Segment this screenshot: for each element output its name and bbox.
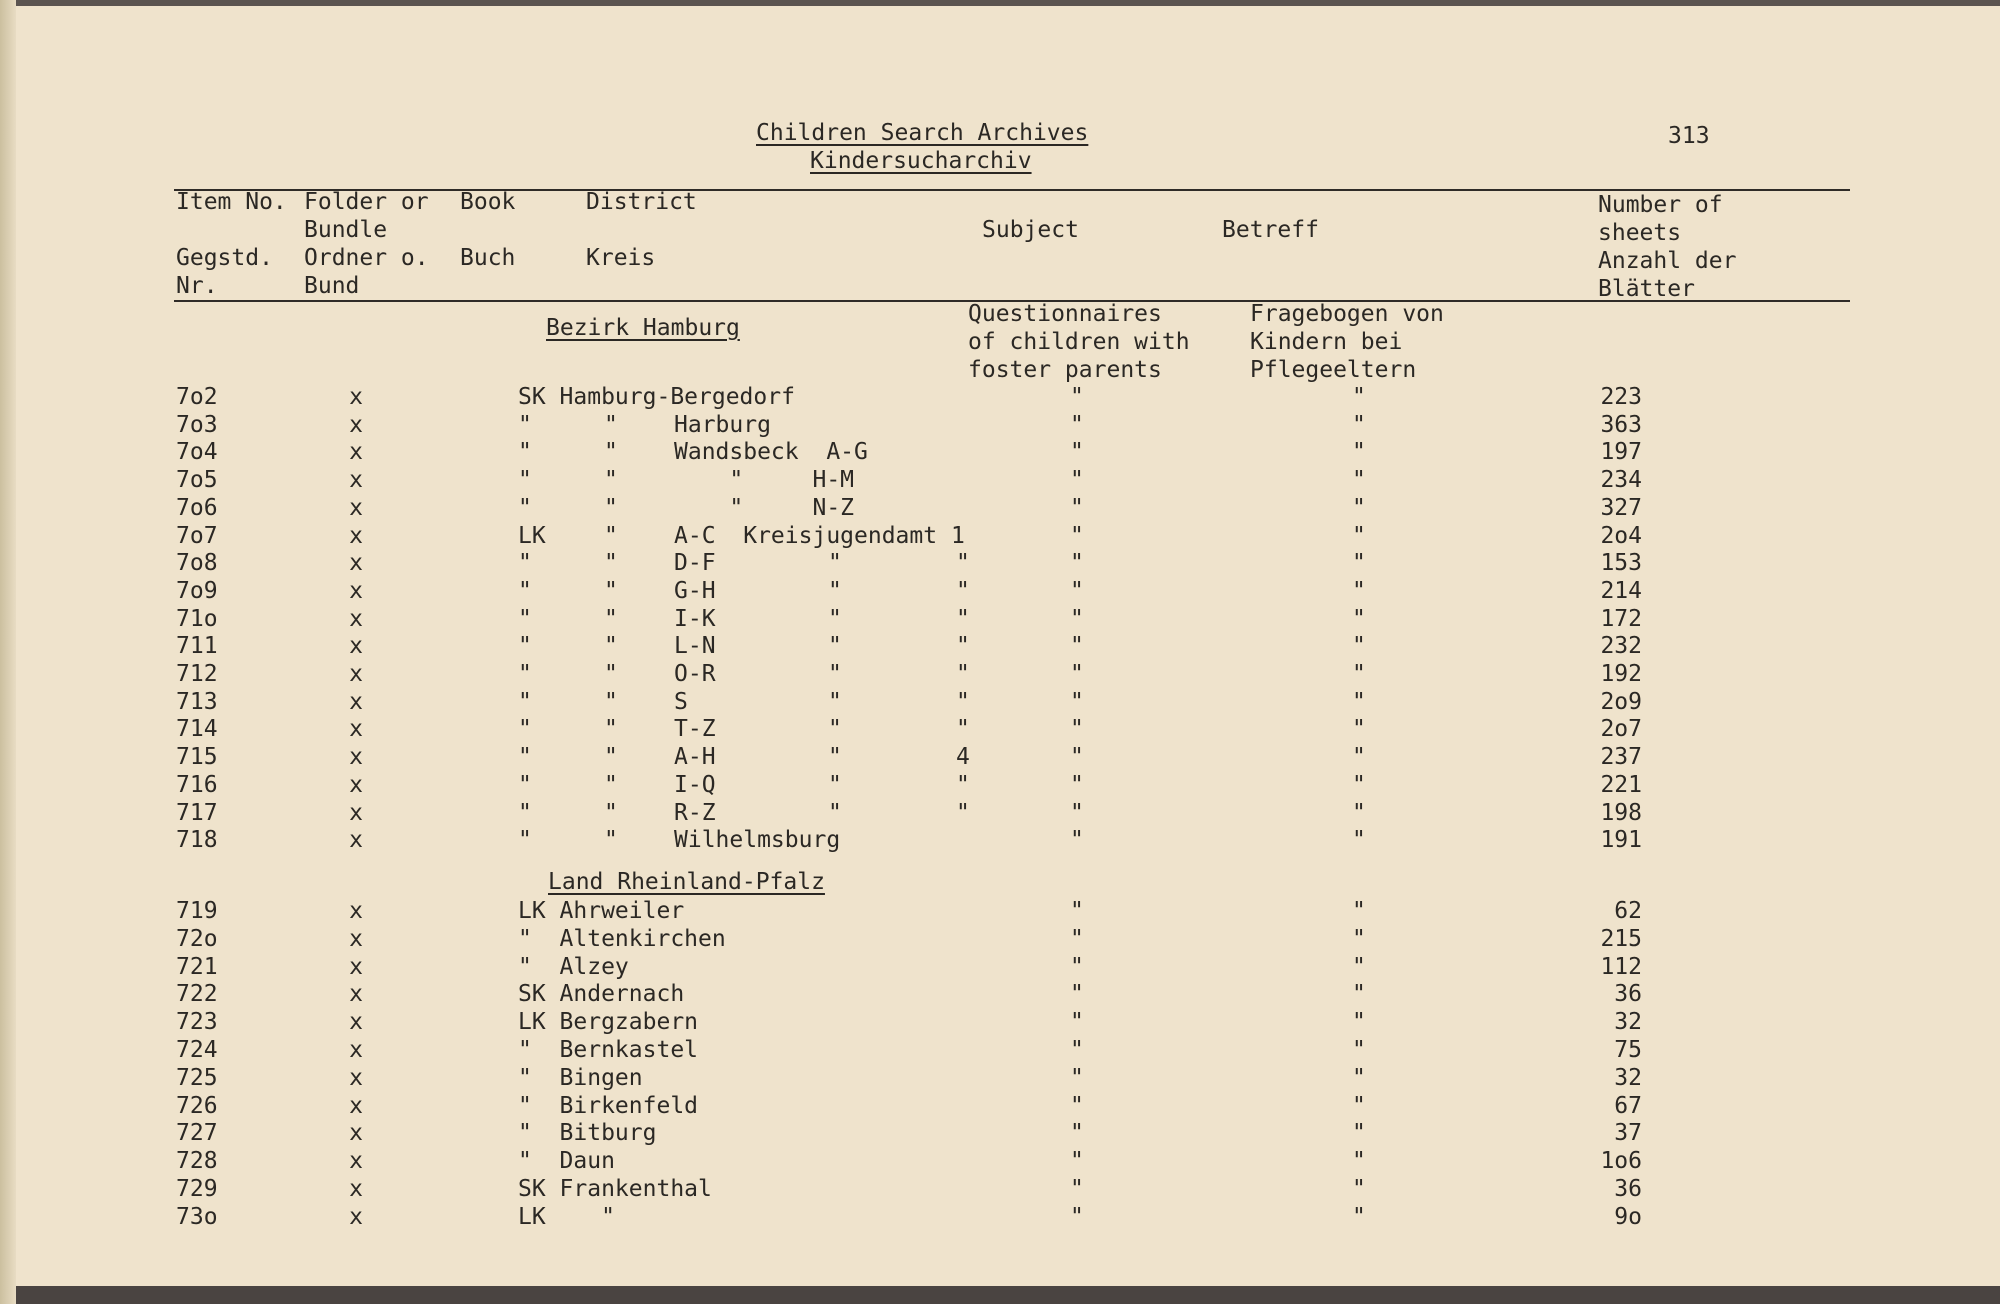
col-subject-de: Betreff bbox=[1222, 217, 1319, 243]
item-number: 725 bbox=[176, 1065, 218, 1091]
sheet-count: 32 bbox=[1614, 1065, 1642, 1091]
betreff-ditto: " bbox=[1352, 926, 1366, 952]
sheet-count: 215 bbox=[1600, 926, 1642, 952]
subject-ditto: " bbox=[1070, 495, 1084, 521]
district-prefix: " bbox=[518, 606, 532, 632]
subject-ditto: " bbox=[1070, 800, 1084, 826]
betreff-ditto: " bbox=[1352, 1009, 1366, 1035]
subject-ditto: " bbox=[1070, 439, 1084, 465]
sheet-count: 62 bbox=[1614, 898, 1642, 924]
district-name: " Bingen bbox=[518, 1065, 643, 1091]
folder-mark: x bbox=[349, 827, 363, 853]
district-ditto: " bbox=[604, 606, 618, 632]
district-name: " Bitburg bbox=[518, 1120, 657, 1146]
page-title: Children Search Archives bbox=[756, 120, 1089, 146]
district-name: Wandsbeck A-G bbox=[674, 439, 868, 465]
col-folder-de-2: Bund bbox=[304, 273, 360, 299]
district-prefix: " bbox=[518, 772, 532, 798]
subject-ditto: " bbox=[1070, 981, 1084, 1007]
district-prefix: " bbox=[518, 633, 532, 659]
betreff-ditto: " bbox=[1352, 1093, 1366, 1119]
folder-mark: x bbox=[349, 661, 363, 687]
district-ditto: " bbox=[604, 827, 618, 853]
col-item-de-1: Gegstd. bbox=[176, 245, 273, 271]
item-number: 7o9 bbox=[176, 578, 218, 604]
folder-mark: x bbox=[349, 744, 363, 770]
subject-ditto: " bbox=[1070, 689, 1084, 715]
subject-ditto: " bbox=[1070, 550, 1084, 576]
sheet-count: 191 bbox=[1600, 827, 1642, 853]
subject-ditto: " bbox=[1070, 954, 1084, 980]
district-name: " Daun bbox=[518, 1148, 615, 1174]
folder-mark: x bbox=[349, 384, 363, 410]
folder-mark: x bbox=[349, 926, 363, 952]
subject-ditto: " bbox=[1070, 412, 1084, 438]
subject-ditto: " bbox=[1070, 384, 1084, 410]
item-number: 714 bbox=[176, 716, 218, 742]
betreff-ditto: " bbox=[1352, 800, 1366, 826]
sheet-count: 198 bbox=[1600, 800, 1642, 826]
sheet-count: 223 bbox=[1600, 384, 1642, 410]
district-name: O-R bbox=[674, 661, 716, 687]
district-prefix: " bbox=[518, 661, 532, 687]
folder-mark: x bbox=[349, 1120, 363, 1146]
district-prefix: " bbox=[518, 550, 532, 576]
item-number: 719 bbox=[176, 898, 218, 924]
betreff-ditto: " bbox=[1352, 981, 1366, 1007]
page-subtitle: Kindersucharchiv bbox=[810, 148, 1032, 174]
district-ditto-3: " bbox=[956, 689, 970, 715]
folder-mark: x bbox=[349, 467, 363, 493]
sheet-count: 363 bbox=[1600, 412, 1642, 438]
sheet-count: 214 bbox=[1600, 578, 1642, 604]
folder-mark: x bbox=[349, 578, 363, 604]
district-ditto: " bbox=[604, 550, 618, 576]
district-name: Wilhelmsburg bbox=[674, 827, 841, 853]
folder-mark: x bbox=[349, 606, 363, 632]
sheet-count: 32 bbox=[1614, 1009, 1642, 1035]
district-prefix: " bbox=[518, 439, 532, 465]
district-ditto: " bbox=[604, 633, 618, 659]
sheet-count: 234 bbox=[1600, 467, 1642, 493]
betreff-ditto: " bbox=[1352, 772, 1366, 798]
district-prefix: " bbox=[518, 467, 532, 493]
sheet-count: 232 bbox=[1600, 633, 1642, 659]
folder-mark: x bbox=[349, 716, 363, 742]
district-prefix: " bbox=[518, 412, 532, 438]
subject-ditto: " bbox=[1070, 1120, 1084, 1146]
col-item-en: Item No. bbox=[176, 189, 287, 215]
folder-mark: x bbox=[349, 898, 363, 924]
col-book-de: Buch bbox=[460, 245, 516, 271]
district-prefix: " bbox=[518, 578, 532, 604]
subject-ditto: " bbox=[1070, 827, 1084, 853]
betreff-ditto: " bbox=[1352, 1204, 1366, 1230]
folder-mark: x bbox=[349, 1148, 363, 1174]
subject-ditto: " bbox=[1070, 1065, 1084, 1091]
district-prefix: " bbox=[518, 827, 532, 853]
district-ditto-2: " bbox=[828, 633, 842, 659]
sheet-count: 221 bbox=[1600, 772, 1642, 798]
col-subject-en: Subject bbox=[982, 217, 1079, 243]
betreff-ditto: " bbox=[1352, 439, 1366, 465]
page-number: 313 bbox=[1668, 123, 1710, 149]
betreff-ditto: " bbox=[1352, 898, 1366, 924]
subject-ditto: " bbox=[1070, 772, 1084, 798]
district-name: S bbox=[674, 689, 688, 715]
col-sheets-1: Number of bbox=[1598, 192, 1723, 218]
item-number: 7o7 bbox=[176, 523, 218, 549]
district-name: " H-M bbox=[674, 467, 855, 493]
item-number: 73o bbox=[176, 1204, 218, 1230]
sheet-count: 2o9 bbox=[1600, 689, 1642, 715]
sheet-count: 197 bbox=[1600, 439, 1642, 465]
betreff-ditto: " bbox=[1352, 495, 1366, 521]
col-district-de: Kreis bbox=[586, 245, 656, 271]
district-ditto-2: " bbox=[828, 772, 842, 798]
district-ditto-3: " bbox=[956, 772, 970, 798]
item-number: 7o2 bbox=[176, 384, 218, 410]
subject-en-line-2: of children with bbox=[968, 329, 1190, 355]
subject-ditto: " bbox=[1070, 716, 1084, 742]
district-ditto-2: " bbox=[828, 800, 842, 826]
district-ditto: " bbox=[604, 412, 618, 438]
betreff-ditto: " bbox=[1352, 384, 1366, 410]
subject-en-line-1: Questionnaires bbox=[968, 301, 1162, 327]
district-ditto-2: " bbox=[828, 661, 842, 687]
subject-de-line-1: Fragebogen von bbox=[1250, 301, 1444, 327]
district-ditto-2: " bbox=[828, 716, 842, 742]
item-number: 717 bbox=[176, 800, 218, 826]
folder-mark: x bbox=[349, 439, 363, 465]
district-ditto-3: " bbox=[956, 661, 970, 687]
district-ditto-2: " bbox=[828, 744, 842, 770]
district-name: " Alzey bbox=[518, 954, 629, 980]
subject-ditto: " bbox=[1070, 1148, 1084, 1174]
folder-mark: x bbox=[349, 1093, 363, 1119]
subject-ditto: " bbox=[1070, 926, 1084, 952]
district-prefix: " bbox=[518, 689, 532, 715]
district-prefix: LK bbox=[518, 523, 546, 549]
col-book-en: Book bbox=[460, 189, 516, 215]
sheet-count: 36 bbox=[1614, 981, 1642, 1007]
district-name: I-K bbox=[674, 606, 716, 632]
district-ditto-3: " bbox=[956, 606, 970, 632]
col-folder-en-1: Folder or bbox=[304, 189, 429, 215]
betreff-ditto: " bbox=[1352, 606, 1366, 632]
subject-ditto: " bbox=[1070, 1204, 1084, 1230]
subject-de-line-3: Pflegeeltern bbox=[1250, 357, 1417, 383]
betreff-ditto: " bbox=[1352, 1065, 1366, 1091]
district-name: SK Andernach bbox=[518, 981, 685, 1007]
betreff-ditto: " bbox=[1352, 633, 1366, 659]
subject-de-line-2: Kindern bei bbox=[1250, 329, 1403, 355]
district-name: A-C Kreisjugendamt 1 bbox=[674, 523, 965, 549]
district-name: " Bernkastel bbox=[518, 1037, 699, 1063]
col-sheets-2: sheets bbox=[1598, 220, 1682, 246]
folder-mark: x bbox=[349, 1204, 363, 1230]
district-name: SK Hamburg-Bergedorf bbox=[518, 384, 795, 410]
district-prefix: " bbox=[518, 716, 532, 742]
col-folder-en-2: Bundle bbox=[304, 217, 388, 243]
item-number: 7o4 bbox=[176, 439, 218, 465]
district-name: G-H bbox=[674, 578, 716, 604]
sheet-count: 112 bbox=[1600, 954, 1642, 980]
betreff-ditto: " bbox=[1352, 1176, 1366, 1202]
district-prefix: " bbox=[518, 744, 532, 770]
item-number: 729 bbox=[176, 1176, 218, 1202]
district-ditto-3: " bbox=[956, 716, 970, 742]
folder-mark: x bbox=[349, 550, 363, 576]
item-number: 7o6 bbox=[176, 495, 218, 521]
district-prefix: " bbox=[518, 495, 532, 521]
col-district-en: District bbox=[586, 189, 697, 215]
item-number: 723 bbox=[176, 1009, 218, 1035]
betreff-ditto: " bbox=[1352, 1148, 1366, 1174]
folder-mark: x bbox=[349, 412, 363, 438]
district-name: LK Bergzabern bbox=[518, 1009, 699, 1035]
item-number: 7o8 bbox=[176, 550, 218, 576]
district-ditto-2: " bbox=[828, 689, 842, 715]
betreff-ditto: " bbox=[1352, 550, 1366, 576]
district-name: SK Frankenthal bbox=[518, 1176, 712, 1202]
subject-ditto: " bbox=[1070, 633, 1084, 659]
betreff-ditto: " bbox=[1352, 1037, 1366, 1063]
item-number: 71o bbox=[176, 606, 218, 632]
betreff-ditto: " bbox=[1352, 1120, 1366, 1146]
subject-ditto: " bbox=[1070, 661, 1084, 687]
col-folder-de-1: Ordner o. bbox=[304, 245, 429, 271]
betreff-ditto: " bbox=[1352, 467, 1366, 493]
district-name: " Altenkirchen bbox=[518, 926, 726, 952]
folder-mark: x bbox=[349, 633, 363, 659]
betreff-ditto: " bbox=[1352, 412, 1366, 438]
item-number: 718 bbox=[176, 827, 218, 853]
sheet-count: 192 bbox=[1600, 661, 1642, 687]
item-number: 724 bbox=[176, 1037, 218, 1063]
district-ditto: " bbox=[604, 744, 618, 770]
district-name: T-Z bbox=[674, 716, 716, 742]
subject-en-line-3: foster parents bbox=[968, 357, 1162, 383]
subject-ditto: " bbox=[1070, 744, 1084, 770]
district-name: Harburg bbox=[674, 412, 771, 438]
folder-mark: x bbox=[349, 800, 363, 826]
district-ditto-2: " bbox=[828, 606, 842, 632]
item-number: 722 bbox=[176, 981, 218, 1007]
subject-ditto: " bbox=[1070, 1176, 1084, 1202]
district-name: " Birkenfeld bbox=[518, 1093, 699, 1119]
item-number: 711 bbox=[176, 633, 218, 659]
sheet-count: 67 bbox=[1614, 1093, 1642, 1119]
district-ditto-3: " bbox=[956, 578, 970, 604]
item-number: 713 bbox=[176, 689, 218, 715]
section-heading-hamburg: Bezirk Hamburg bbox=[546, 315, 740, 341]
district-ditto: " bbox=[604, 578, 618, 604]
book-binding-edge bbox=[0, 0, 16, 1304]
district-ditto: " bbox=[604, 689, 618, 715]
item-number: 716 bbox=[176, 772, 218, 798]
district-name: L-N bbox=[674, 633, 716, 659]
subject-ditto: " bbox=[1070, 1009, 1084, 1035]
betreff-ditto: " bbox=[1352, 578, 1366, 604]
district-name: D-F bbox=[674, 550, 716, 576]
sheet-count: 237 bbox=[1600, 744, 1642, 770]
betreff-ditto: " bbox=[1352, 661, 1366, 687]
item-number: 721 bbox=[176, 954, 218, 980]
betreff-ditto: " bbox=[1352, 716, 1366, 742]
betreff-ditto: " bbox=[1352, 689, 1366, 715]
col-sheets-4: Blätter bbox=[1598, 276, 1695, 302]
district-ditto: " bbox=[604, 495, 618, 521]
district-ditto-2: " bbox=[828, 578, 842, 604]
folder-mark: x bbox=[349, 523, 363, 549]
folder-mark: x bbox=[349, 1037, 363, 1063]
col-sheets-3: Anzahl der bbox=[1598, 248, 1737, 274]
sheet-count: 37 bbox=[1614, 1120, 1642, 1146]
district-name: R-Z bbox=[674, 800, 716, 826]
item-number: 715 bbox=[176, 744, 218, 770]
sheet-count: 2o7 bbox=[1600, 716, 1642, 742]
item-number: 727 bbox=[176, 1120, 218, 1146]
folder-mark: x bbox=[349, 954, 363, 980]
betreff-ditto: " bbox=[1352, 523, 1366, 549]
folder-mark: x bbox=[349, 1176, 363, 1202]
district-ditto-3: " bbox=[956, 550, 970, 576]
district-name: LK Ahrweiler bbox=[518, 898, 685, 924]
district-ditto: " bbox=[604, 523, 618, 549]
district-name: " N-Z bbox=[674, 495, 855, 521]
district-name: A-H bbox=[674, 744, 716, 770]
item-number: 72o bbox=[176, 926, 218, 952]
sheet-count: 2o4 bbox=[1600, 523, 1642, 549]
subject-ditto: " bbox=[1070, 898, 1084, 924]
district-name: LK " bbox=[518, 1204, 615, 1230]
district-ditto: " bbox=[604, 716, 618, 742]
item-number: 726 bbox=[176, 1093, 218, 1119]
district-ditto: " bbox=[604, 467, 618, 493]
district-ditto: " bbox=[604, 800, 618, 826]
subject-ditto: " bbox=[1070, 606, 1084, 632]
district-ditto: " bbox=[604, 439, 618, 465]
sheet-count: 9o bbox=[1614, 1204, 1642, 1230]
sheet-count: 153 bbox=[1600, 550, 1642, 576]
subject-ditto: " bbox=[1070, 467, 1084, 493]
section-heading-rheinland: Land Rheinland-Pfalz bbox=[548, 869, 825, 895]
district-prefix: " bbox=[518, 800, 532, 826]
folder-mark: x bbox=[349, 772, 363, 798]
district-ditto-3: " bbox=[956, 800, 970, 826]
folder-mark: x bbox=[349, 689, 363, 715]
subject-ditto: " bbox=[1070, 578, 1084, 604]
subject-ditto: " bbox=[1070, 523, 1084, 549]
subject-ditto: " bbox=[1070, 1037, 1084, 1063]
item-number: 7o3 bbox=[176, 412, 218, 438]
district-ditto-3: 4 bbox=[956, 744, 970, 770]
subject-ditto: " bbox=[1070, 1093, 1084, 1119]
item-number: 7o5 bbox=[176, 467, 218, 493]
sheet-count: 75 bbox=[1614, 1037, 1642, 1063]
betreff-ditto: " bbox=[1352, 954, 1366, 980]
sheet-count: 36 bbox=[1614, 1176, 1642, 1202]
betreff-ditto: " bbox=[1352, 827, 1366, 853]
folder-mark: x bbox=[349, 1009, 363, 1035]
district-ditto-2: " bbox=[828, 550, 842, 576]
betreff-ditto: " bbox=[1352, 744, 1366, 770]
item-number: 728 bbox=[176, 1148, 218, 1174]
district-ditto-3: " bbox=[956, 633, 970, 659]
district-name: I-Q bbox=[674, 772, 716, 798]
folder-mark: x bbox=[349, 981, 363, 1007]
folder-mark: x bbox=[349, 495, 363, 521]
district-ditto: " bbox=[604, 661, 618, 687]
sheet-count: 1o6 bbox=[1600, 1148, 1642, 1174]
sheet-count: 172 bbox=[1600, 606, 1642, 632]
col-item-de-2: Nr. bbox=[176, 273, 218, 299]
district-ditto: " bbox=[604, 772, 618, 798]
folder-mark: x bbox=[349, 1065, 363, 1091]
sheet-count: 327 bbox=[1600, 495, 1642, 521]
item-number: 712 bbox=[176, 661, 218, 687]
